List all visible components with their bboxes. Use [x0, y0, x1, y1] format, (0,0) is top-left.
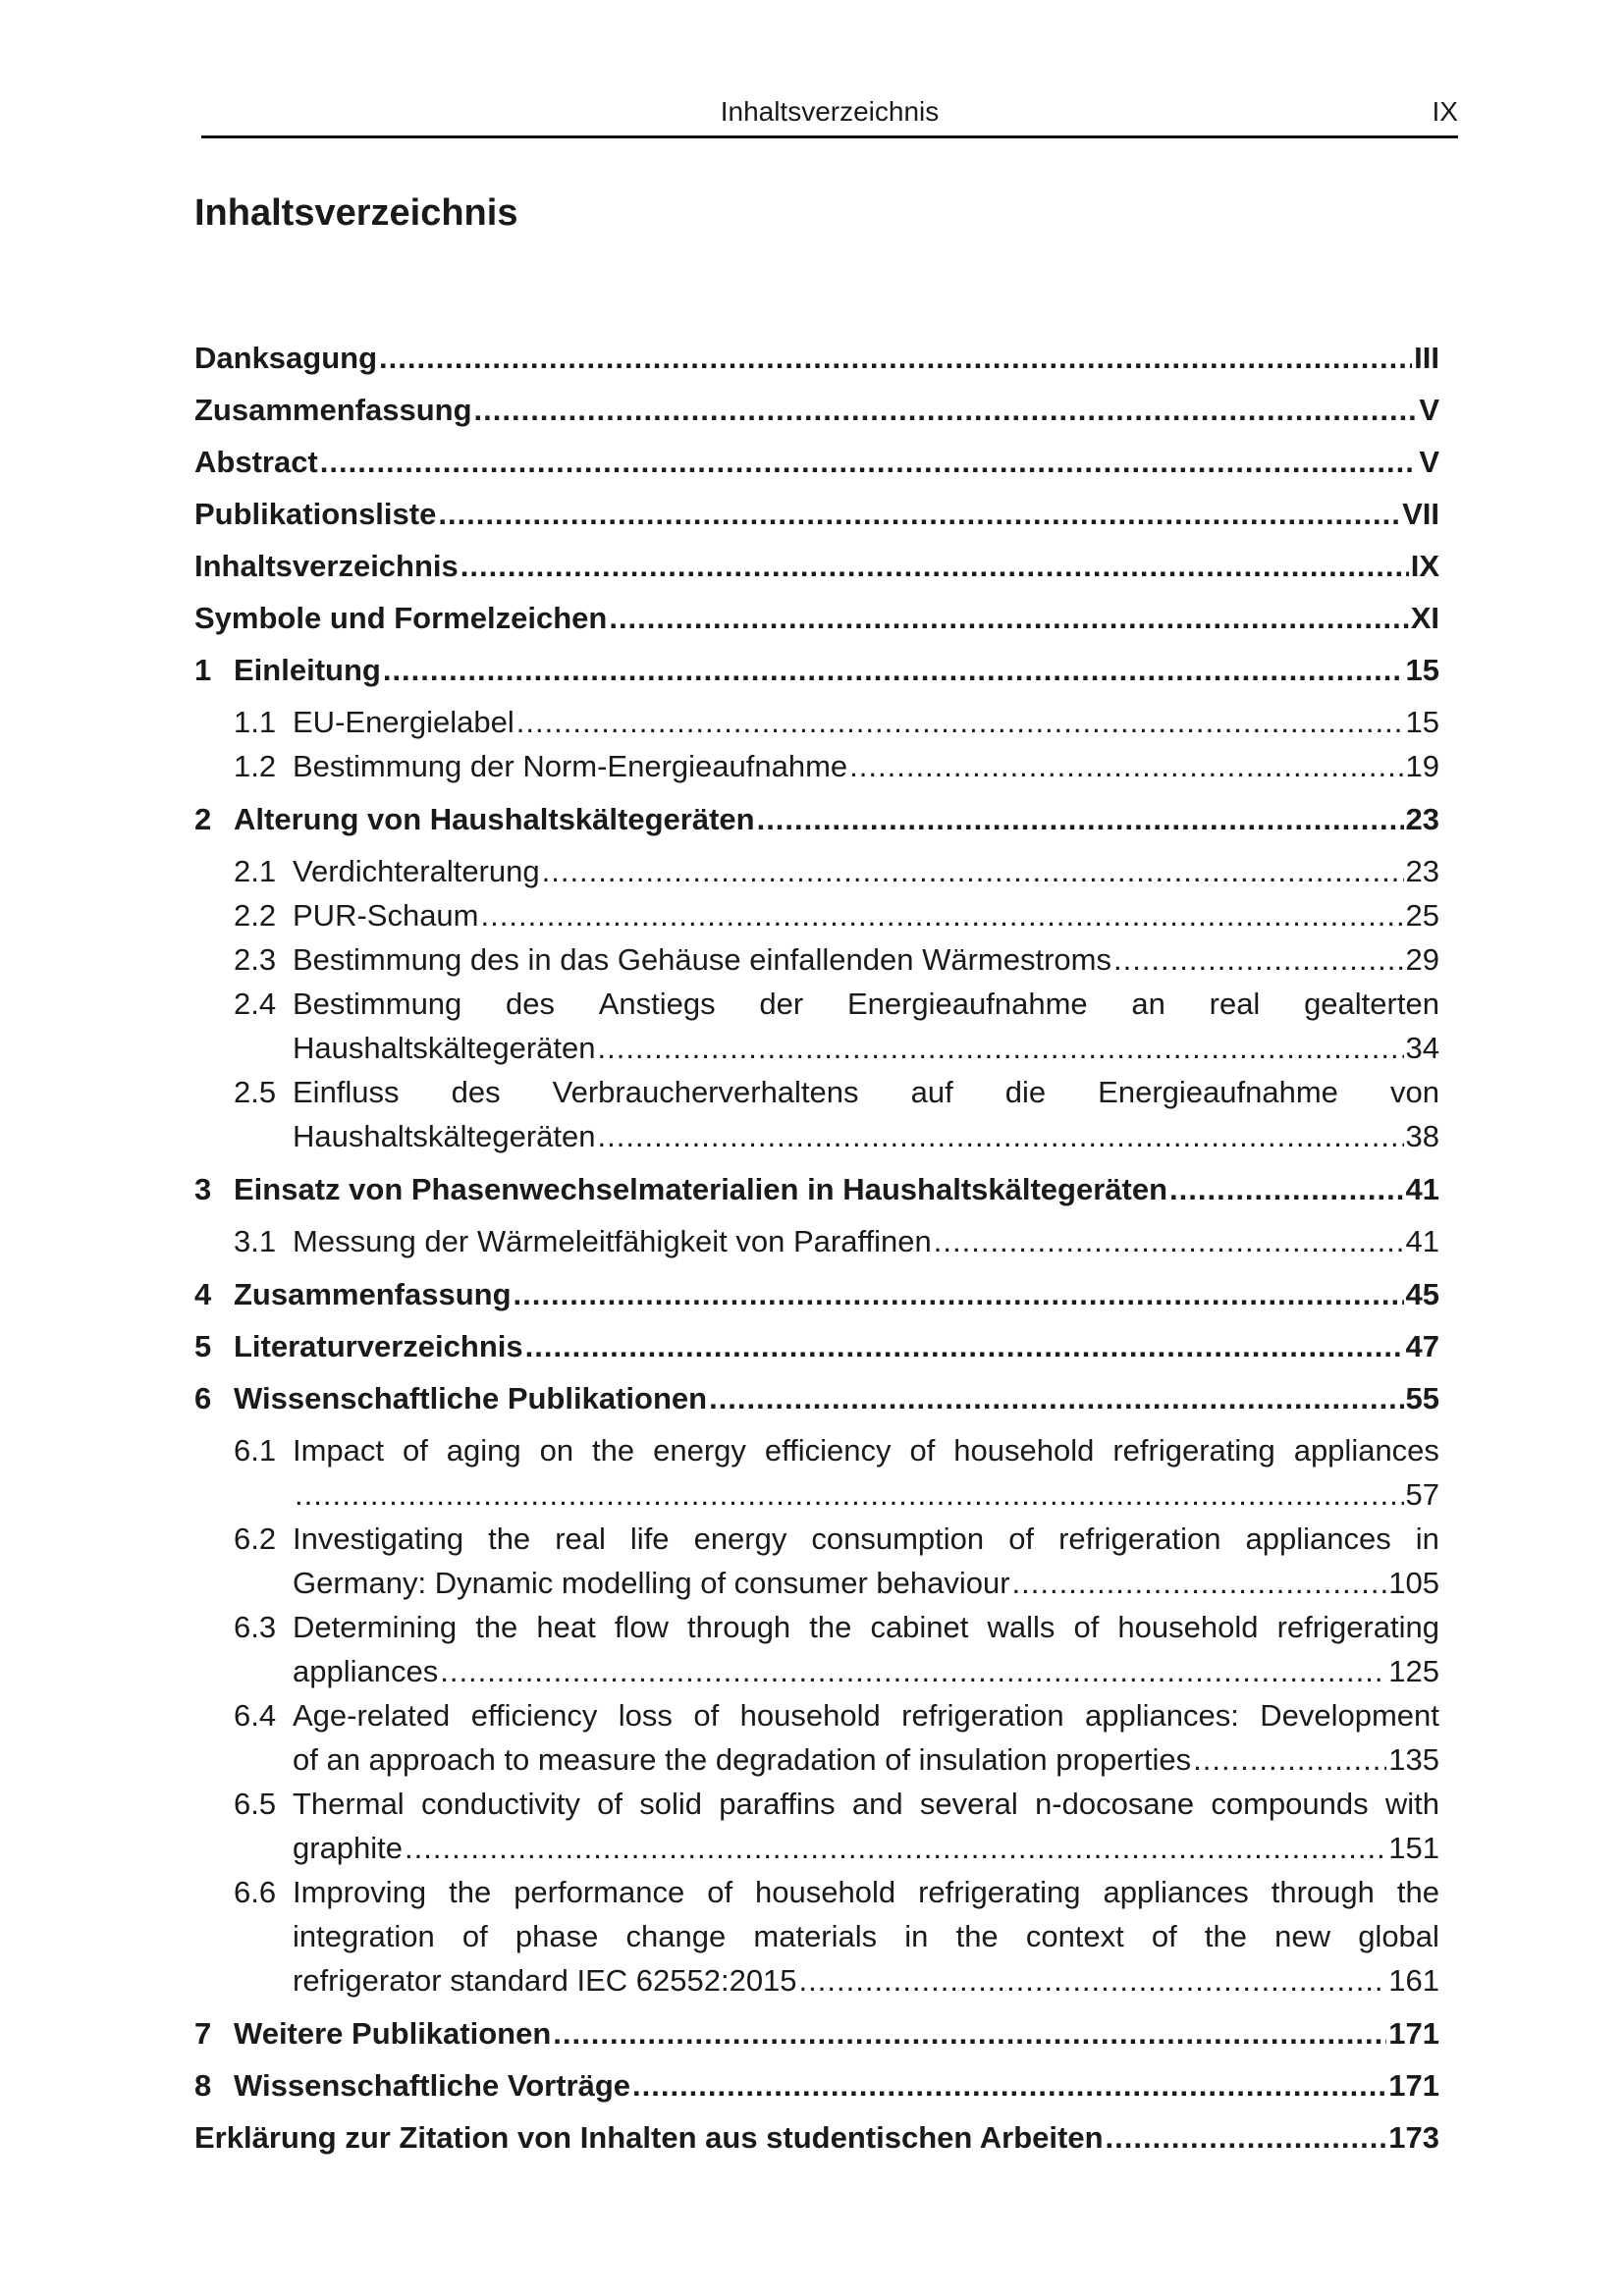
toc-entry-page: 41 [1405, 1224, 1439, 1258]
title-word: through [687, 1610, 791, 1644]
title-word: des [451, 1075, 501, 1109]
title-word: heat [536, 1610, 596, 1644]
toc-entry-number: 3 [194, 1172, 212, 1206]
title-word: refrigerating [1276, 1610, 1439, 1644]
toc-entry-page: VII [1402, 497, 1439, 531]
title-word: Improving [293, 1875, 427, 1909]
toc-continuation-line [194, 1737, 1439, 1782]
toc-entry-page: 173 [1388, 2120, 1439, 2155]
toc-entry-page: 25 [1405, 898, 1439, 933]
title-word: Development [1260, 1698, 1439, 1733]
title-word: and [851, 1787, 903, 1821]
toc-entry-line [194, 644, 1439, 696]
toc-entry-front[interactable] [194, 384, 1439, 436]
toc-entry-section[interactable] [194, 1517, 1439, 1605]
title-word: refrigerating [918, 1875, 1081, 1909]
toc-entry-page: 15 [1405, 705, 1439, 739]
toc-entry-section[interactable] [194, 1070, 1439, 1158]
toc-entry-line [194, 2059, 1439, 2111]
toc-entry-title: Messung der Wärmeleitfähigkeit von Paraffinen [293, 1224, 932, 1258]
toc-entry-chapter[interactable] [194, 1268, 1439, 1320]
toc-entry-section[interactable] [194, 1428, 1439, 1517]
toc-entry-number: 4 [194, 1277, 212, 1311]
toc-entry-page: 161 [1388, 1963, 1439, 1998]
title-word: integration [293, 1919, 435, 1953]
title-word: der [759, 987, 804, 1021]
title-word: paraffins [719, 1787, 836, 1821]
title-word: Determining [293, 1610, 458, 1644]
toc-entry-number: 2.3 [234, 942, 277, 977]
title-word: aging [446, 1433, 521, 1468]
toc-entry-title: Symbole und Formelzeichen [194, 601, 608, 635]
title-word: the [1396, 1875, 1439, 1909]
toc-entry-title: appliances [293, 1654, 439, 1688]
dot-leader [1169, 1163, 1403, 1215]
title-word: the [809, 1610, 852, 1644]
toc-entry-page: 151 [1388, 1831, 1439, 1865]
title-word: walls [987, 1610, 1056, 1644]
toc-entry-number: 2.4 [234, 987, 277, 1021]
toc-continuation-line [194, 1958, 1439, 2002]
dot-leader [460, 540, 1409, 592]
title-word: new [1274, 1919, 1331, 1953]
title-word: through [1271, 1875, 1375, 1909]
page-number: IX [1432, 96, 1458, 127]
toc-entry-title: Literaturverzeichnis [234, 1329, 523, 1363]
toc-entry-page: 19 [1405, 749, 1439, 783]
running-title: Inhaltsverzeichnis [720, 96, 940, 127]
toc-entry-number: 7 [194, 2016, 212, 2051]
toc-entry-page: 105 [1388, 1566, 1439, 1600]
toc-entry-section[interactable] [194, 1219, 1439, 1263]
title-word: Thermal [293, 1787, 405, 1821]
toc-entry-section[interactable] [194, 982, 1439, 1070]
toc-entry-title: refrigerator standard IEC 62552:2015 [293, 1963, 797, 1998]
toc-continuation-line [194, 1561, 1439, 1605]
toc-entry-title [293, 1782, 1439, 1826]
dot-leader [438, 488, 1400, 540]
toc-entry-line [194, 700, 1439, 744]
toc-entry-page: V [1419, 393, 1439, 427]
toc-entry-title: Erklärung zur Zitation von Inhalten aus studentischen Arbeiten [194, 2120, 1104, 2155]
dot-leader [609, 592, 1408, 644]
toc-continuation-line [194, 1649, 1439, 1693]
dot-leader [383, 644, 1404, 696]
title-word: appliances [1103, 1875, 1249, 1909]
toc-entry-chapter[interactable] [194, 793, 1439, 845]
toc-entry-title: of an approach to measure the degradation of insulation properties [293, 1742, 1192, 1777]
toc-entry-chapter[interactable] [194, 644, 1439, 696]
title-word: real [555, 1522, 606, 1556]
toc-entry-section[interactable] [194, 1782, 1439, 1870]
dot-leader [553, 2007, 1386, 2059]
title-word: flow [614, 1610, 669, 1644]
toc-entry-page: V [1419, 445, 1439, 479]
toc-entry-line [194, 1517, 1439, 1561]
title-word: the [1204, 1919, 1248, 1953]
toc-entry-section[interactable] [194, 1870, 1439, 2002]
toc-entry-title: Abstract [194, 445, 318, 479]
toc-entry-line [194, 1782, 1439, 1826]
title-word: auf [910, 1075, 953, 1109]
toc-entry-number: 2.5 [234, 1075, 277, 1109]
toc-entry-line [194, 2007, 1439, 2059]
title-word: refrigerating [1112, 1433, 1275, 1468]
toc-entry-line [194, 332, 1439, 384]
title-word: die [1004, 1075, 1047, 1109]
toc-entry-line [194, 744, 1439, 788]
toc-continuation-line [194, 1026, 1439, 1070]
toc-entry-line [194, 1268, 1439, 1320]
dot-leader [440, 1649, 1386, 1693]
toc-entry-front[interactable] [194, 436, 1439, 488]
title-word: Einfluss [293, 1075, 400, 1109]
dot-leader [1113, 937, 1404, 982]
toc-entry-title [293, 1605, 1439, 1649]
toc-entry-page: 23 [1405, 802, 1439, 836]
toc-entry-line [194, 384, 1439, 436]
dot-leader [525, 1320, 1404, 1372]
toc-entry-section[interactable] [194, 744, 1439, 788]
title-word: household [953, 1433, 1095, 1468]
title-word: Bestimmung [293, 987, 462, 1021]
dot-leader [481, 893, 1404, 937]
toc-entry-number: 6.5 [234, 1787, 277, 1821]
toc-entry-title: Alterung von Haushaltskältegeräten [234, 802, 755, 836]
title-word: of [909, 1433, 936, 1468]
toc-entry-section[interactable] [194, 893, 1439, 937]
title-word: on [539, 1433, 574, 1468]
toc-entry-title: graphite [293, 1831, 404, 1865]
title-word: the [475, 1610, 518, 1644]
toc-entry-number: 6.3 [234, 1610, 277, 1644]
title-word: appliances: [1084, 1698, 1239, 1733]
toc-entry-section[interactable] [194, 1605, 1439, 1693]
title-word: gealterten [1304, 987, 1439, 1021]
toc-entry-line [194, 592, 1439, 644]
toc-entry-line [194, 1320, 1439, 1372]
toc-entry-number: 6.1 [234, 1433, 277, 1468]
toc-entry-chapter[interactable] [194, 1320, 1439, 1372]
toc-entry-page: III [1414, 341, 1439, 375]
toc-entry-title: Einleitung [234, 653, 381, 687]
toc-entry-title: Verdichteralterung [293, 854, 540, 888]
toc-entry-line [194, 893, 1439, 937]
title-word: of [597, 1787, 623, 1821]
title-word: household [755, 1875, 896, 1909]
toc-entry-number: 6.4 [234, 1698, 277, 1733]
title-word: of [1008, 1522, 1035, 1556]
title-word: conductivity [420, 1787, 580, 1821]
toc-entry-front[interactable] [194, 540, 1439, 592]
toc-entry-line [194, 1870, 1439, 1914]
toc-entry-title: Germany: Dynamic modelling of consumer behaviour [293, 1566, 1010, 1600]
toc-entry-number: 3.1 [234, 1224, 277, 1258]
toc-entry-page: XI [1410, 601, 1439, 635]
toc-entry-title: Haushaltskältegeräten [293, 1119, 596, 1153]
toc-entry-line [194, 1914, 1439, 1958]
title-word: Impact [293, 1433, 385, 1468]
toc-entry-title [293, 1517, 1439, 1561]
dot-leader [757, 793, 1404, 845]
toc-entry-title [293, 1693, 1439, 1737]
toc-heading: Inhaltsverzeichnis [194, 192, 518, 234]
title-word: an [1131, 987, 1165, 1021]
toc-entry-section[interactable] [194, 1693, 1439, 1782]
toc-entry-line [194, 849, 1439, 893]
toc-entry-front[interactable] [194, 332, 1439, 384]
title-word: materials [753, 1919, 878, 1953]
title-word: context [1025, 1919, 1124, 1953]
dot-leader [320, 436, 1418, 488]
title-word: the [488, 1522, 531, 1556]
title-word: in [1415, 1522, 1439, 1556]
toc-entry-title: Wissenschaftliche Vorträge [234, 2068, 630, 2103]
toc-entry-line [194, 1428, 1439, 1472]
toc-entry-page: 29 [1405, 942, 1439, 977]
title-word: Age-related [293, 1698, 451, 1733]
title-word: household [739, 1698, 881, 1733]
toc-entry-title: Zusammenfassung [234, 1277, 512, 1311]
toc-entry-number: 6 [194, 1381, 212, 1415]
toc-entry-title [293, 1428, 1439, 1472]
title-word: global [1358, 1919, 1439, 1953]
title-word: consumption [811, 1522, 985, 1556]
toc-entry-line [194, 793, 1439, 845]
title-word: appliances [1293, 1433, 1439, 1468]
dot-leader [597, 1026, 1403, 1070]
title-word: loss [618, 1698, 673, 1733]
toc-entry-line [194, 1372, 1439, 1424]
toc-continuation-line [194, 1826, 1439, 1870]
title-word: of [707, 1875, 733, 1909]
toc-entry-page: 47 [1405, 1329, 1439, 1363]
title-word: des [506, 987, 556, 1021]
table-of-contents [194, 332, 1439, 2163]
title-word: in [904, 1919, 929, 1953]
title-word: appliances [1245, 1522, 1391, 1556]
toc-entry-title: Publikationsliste [194, 497, 437, 531]
toc-entry-title [293, 1070, 1439, 1114]
toc-entry-title: Weitere Publikationen [234, 2016, 552, 2051]
title-word: energy [653, 1433, 746, 1468]
toc-entry-front[interactable] [194, 488, 1439, 540]
dot-leader [514, 1268, 1404, 1320]
toc-entry-section[interactable] [194, 937, 1439, 982]
toc-entry-chapter[interactable] [194, 1163, 1439, 1215]
toc-entry-title: Danksagung [194, 341, 378, 375]
dot-leader [405, 1826, 1386, 1870]
toc-entry-page: 125 [1388, 1654, 1439, 1688]
dot-leader [849, 744, 1403, 788]
toc-entry-line [194, 1163, 1439, 1215]
title-word: real [1209, 987, 1261, 1021]
dot-leader [516, 700, 1404, 744]
dot-leader [474, 384, 1418, 436]
dot-leader [709, 1372, 1403, 1424]
toc-entry-section[interactable] [194, 700, 1439, 744]
toc-entry-page: 15 [1405, 653, 1439, 687]
toc-entry-number: 6.6 [234, 1875, 277, 1909]
toc-entry-number: 2 [194, 802, 212, 836]
toc-entry-number: 1.2 [234, 749, 277, 783]
dot-leader [295, 1472, 1404, 1517]
title-word: cabinet [870, 1610, 969, 1644]
dot-leader [934, 1219, 1404, 1263]
toc-entry-front[interactable] [194, 2111, 1439, 2163]
dot-leader [632, 2059, 1386, 2111]
toc-entry-chapter[interactable] [194, 1372, 1439, 1424]
toc-entry-title: EU-Energielabel [293, 705, 514, 739]
toc-entry-title [293, 1914, 1439, 1958]
title-word: Energieaufnahme [846, 987, 1088, 1021]
toc-entry-page: 135 [1388, 1742, 1439, 1777]
toc-entry-section[interactable] [194, 849, 1439, 893]
toc-entry-line [194, 982, 1439, 1026]
title-word: Energieaufnahme [1098, 1075, 1338, 1109]
toc-entry-line [194, 1693, 1439, 1737]
toc-entry-page: 57 [1405, 1477, 1439, 1512]
toc-entry-page: 23 [1405, 854, 1439, 888]
toc-entry-front[interactable] [194, 592, 1439, 644]
dot-leader [799, 1958, 1387, 2002]
toc-entry-number: 8 [194, 2068, 212, 2103]
title-word: of [1073, 1610, 1100, 1644]
toc-entry-page: IX [1410, 549, 1439, 583]
title-word: refrigeration [901, 1698, 1064, 1733]
title-word: n-docosane [1035, 1787, 1195, 1821]
title-word: phase [514, 1919, 599, 1953]
page-header [201, 90, 1458, 138]
title-word: life [629, 1522, 670, 1556]
title-word: the [592, 1433, 635, 1468]
dot-leader [1012, 1561, 1387, 1605]
dot-leader [1106, 2111, 1387, 2163]
title-word: energy [693, 1522, 787, 1556]
toc-entry-page: 55 [1405, 1381, 1439, 1415]
toc-entry-title: PUR-Schaum [293, 898, 479, 933]
toc-entry-number: 1.1 [234, 705, 277, 739]
title-word: von [1389, 1075, 1439, 1109]
title-word: Investigating [293, 1522, 464, 1556]
dot-leader [1193, 1737, 1386, 1782]
title-word: performance [514, 1875, 685, 1909]
toc-entry-page: 45 [1405, 1277, 1439, 1311]
toc-entry-line [194, 937, 1439, 982]
toc-entry-page: 41 [1405, 1172, 1439, 1206]
toc-entry-line [194, 488, 1439, 540]
title-word: the [955, 1919, 999, 1953]
toc-entry-line [194, 2111, 1439, 2163]
title-word: of [693, 1698, 720, 1733]
dot-leader [379, 332, 1412, 384]
title-word: compounds [1211, 1787, 1369, 1821]
toc-entry-number: 2.2 [234, 898, 277, 933]
title-word: Anstiegs [598, 987, 716, 1021]
toc-entry-page: 171 [1388, 2016, 1439, 2051]
title-word: with [1384, 1787, 1439, 1821]
toc-entry-line [194, 436, 1439, 488]
title-word: refrigeration [1058, 1522, 1221, 1556]
toc-entry-title: Bestimmung der Norm-Energieaufnahme [293, 749, 848, 783]
toc-entry-chapter[interactable] [194, 2007, 1439, 2059]
title-word: of [1151, 1919, 1177, 1953]
title-word: change [625, 1919, 727, 1953]
toc-entry-title: Wissenschaftliche Publikationen [234, 1381, 708, 1415]
title-word: of [461, 1919, 488, 1953]
toc-entry-chapter[interactable] [194, 2059, 1439, 2111]
toc-entry-title: Haushaltskältegeräten [293, 1031, 596, 1065]
toc-entry-page: 38 [1405, 1119, 1439, 1153]
toc-entry-line [194, 1070, 1439, 1114]
title-word: several [919, 1787, 1018, 1821]
toc-entry-page: 171 [1388, 2068, 1439, 2103]
title-word: of [402, 1433, 428, 1468]
toc-entry-title [293, 1870, 1439, 1914]
toc-continuation-line [194, 1472, 1439, 1517]
title-word: household [1117, 1610, 1259, 1644]
toc-entry-title: Bestimmung des in das Gehäuse einfallenden Wärmestroms [293, 942, 1111, 977]
toc-entry-title [293, 982, 1439, 1026]
title-word: the [449, 1875, 492, 1909]
title-word: Verbraucherverhaltens [552, 1075, 859, 1109]
title-word: efficiency [470, 1698, 598, 1733]
toc-entry-line [194, 1219, 1439, 1263]
title-word: efficiency [764, 1433, 892, 1468]
toc-entry-line [194, 540, 1439, 592]
toc-entry-number: 1 [194, 653, 212, 687]
toc-entry-number: 6.2 [234, 1522, 277, 1556]
toc-entry-number: 2.1 [234, 854, 277, 888]
dot-leader [597, 1114, 1403, 1158]
toc-continuation-line [194, 1114, 1439, 1158]
toc-entry-number: 5 [194, 1329, 212, 1363]
toc-entry-line [194, 1605, 1439, 1649]
dot-leader [542, 849, 1404, 893]
toc-entry-title: Zusammenfassung [194, 393, 472, 427]
title-word: solid [639, 1787, 703, 1821]
toc-entry-title: Einsatz von Phasenwechselmaterialien in Haushaltskältegeräten [234, 1172, 1168, 1206]
toc-entry-title: Inhaltsverzeichnis [194, 549, 459, 583]
toc-entry-page: 34 [1405, 1031, 1439, 1065]
